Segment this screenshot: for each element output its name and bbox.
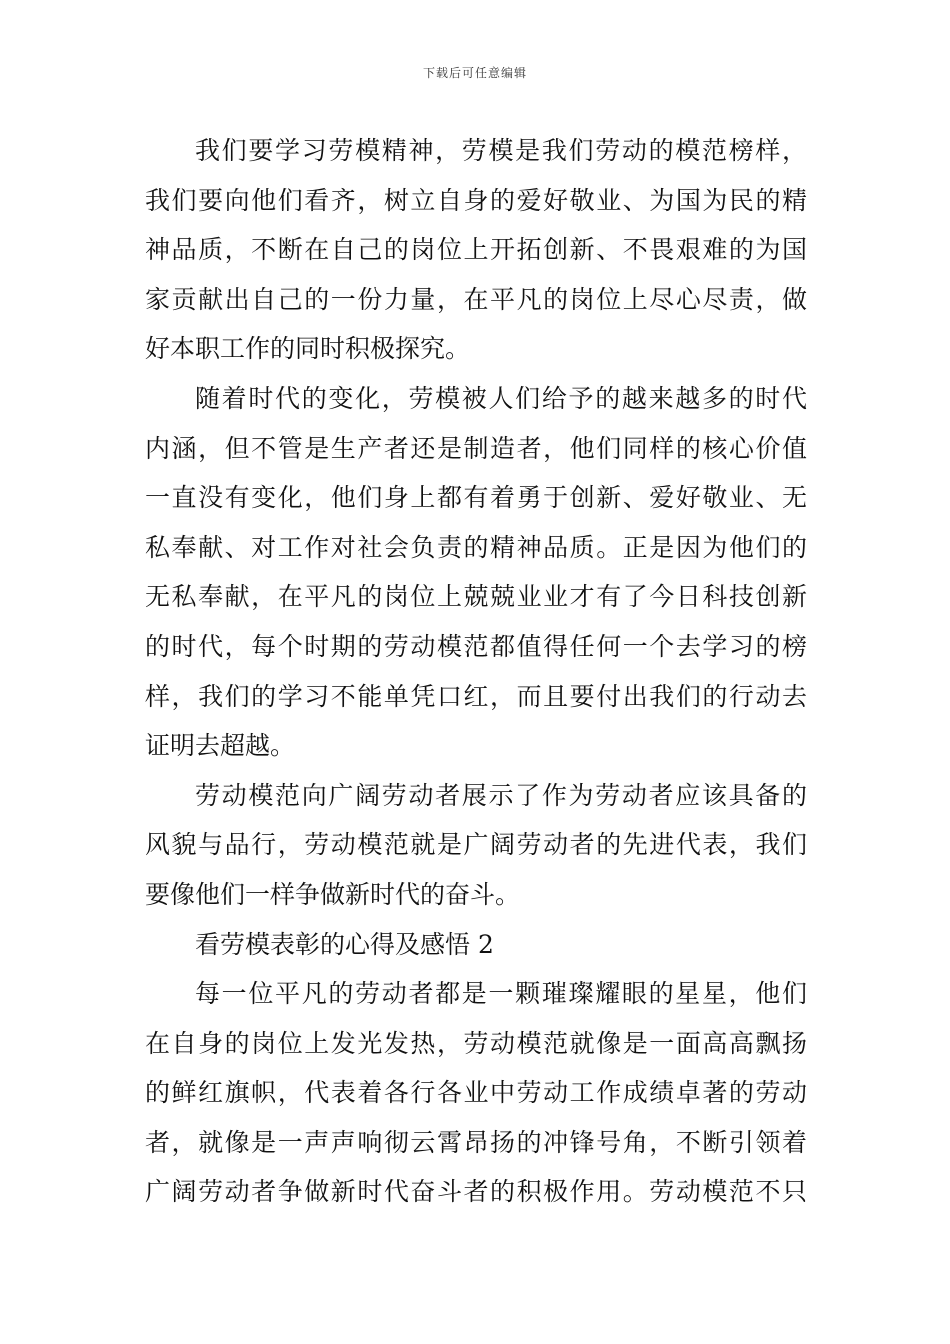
paragraph-line: 家贡献出自己的一份力量，在平凡的岗位上尽心尽责，做	[145, 284, 807, 314]
paragraph-line: 每一位平凡的劳动者都是一颗璀璨耀眼的星星，他们	[195, 979, 807, 1009]
paragraph-line: 劳动模范向广阔劳动者展示了作为劳动者应该具备的	[195, 780, 807, 810]
document-body	[145, 126, 807, 1217]
paragraph-line: 无私奉献，在平凡的岗位上兢兢业业才有了今日科技创新	[145, 582, 807, 612]
paragraph-line: 风貌与品行，劳动模范就是广阔劳动者的先进代表，我们	[145, 830, 807, 860]
paragraph-line: 在自身的岗位上发光发热，劳动模范就像是一面高高飘扬	[145, 1028, 807, 1058]
paragraph-line: 我们要学习劳模精神，劳模是我们劳动的模范榜样，	[195, 136, 807, 165]
paragraph-line: 随着时代的变化，劳模被人们给予的越来越多的时代	[195, 383, 807, 413]
page-header: 下载后可任意编辑	[422, 66, 527, 80]
paragraph-line: 我们要向他们看齐，树立自身的爱好敬业、为国为民的精	[145, 185, 807, 215]
paragraph-line: 神品质，不断在自己的岗位上开拓创新、不畏艰难的为国	[145, 235, 807, 265]
section-heading: 看劳模表彰的心得及感悟 2	[195, 929, 494, 959]
paragraph-line: 好本职工作的同时积极探究。	[145, 334, 471, 364]
paragraph-line: 要像他们一样争做新时代的奋斗。	[145, 879, 521, 909]
paragraph-line: 广阔劳动者争做新时代奋斗者的积极作用。劳动模范不只	[145, 1177, 807, 1207]
paragraph-line: 内涵，但不管是生产者还是制造者，他们同样的核心价值	[145, 433, 807, 463]
paragraph-line: 证明去超越。	[145, 731, 296, 761]
paragraph-line: 的鲜红旗帜，代表着各行各业中劳动工作成绩卓著的劳动	[145, 1078, 807, 1108]
paragraph-line: 者，就像是一声声响彻云霄昂扬的冲锋号角，不断引领着	[145, 1127, 807, 1157]
paragraph-line: 的时代，每个时期的劳动模范都值得任何一个去学习的榜	[145, 631, 807, 661]
paragraph-line: 私奉献、对工作对社会负责的精神品质。正是因为他们的	[145, 532, 807, 562]
paragraph-line: 一直没有变化，他们身上都有着勇于创新、爱好敬业、无	[145, 483, 807, 513]
paragraph-line: 样，我们的学习不能单凭口红，而且要付出我们的行动去	[145, 681, 807, 711]
